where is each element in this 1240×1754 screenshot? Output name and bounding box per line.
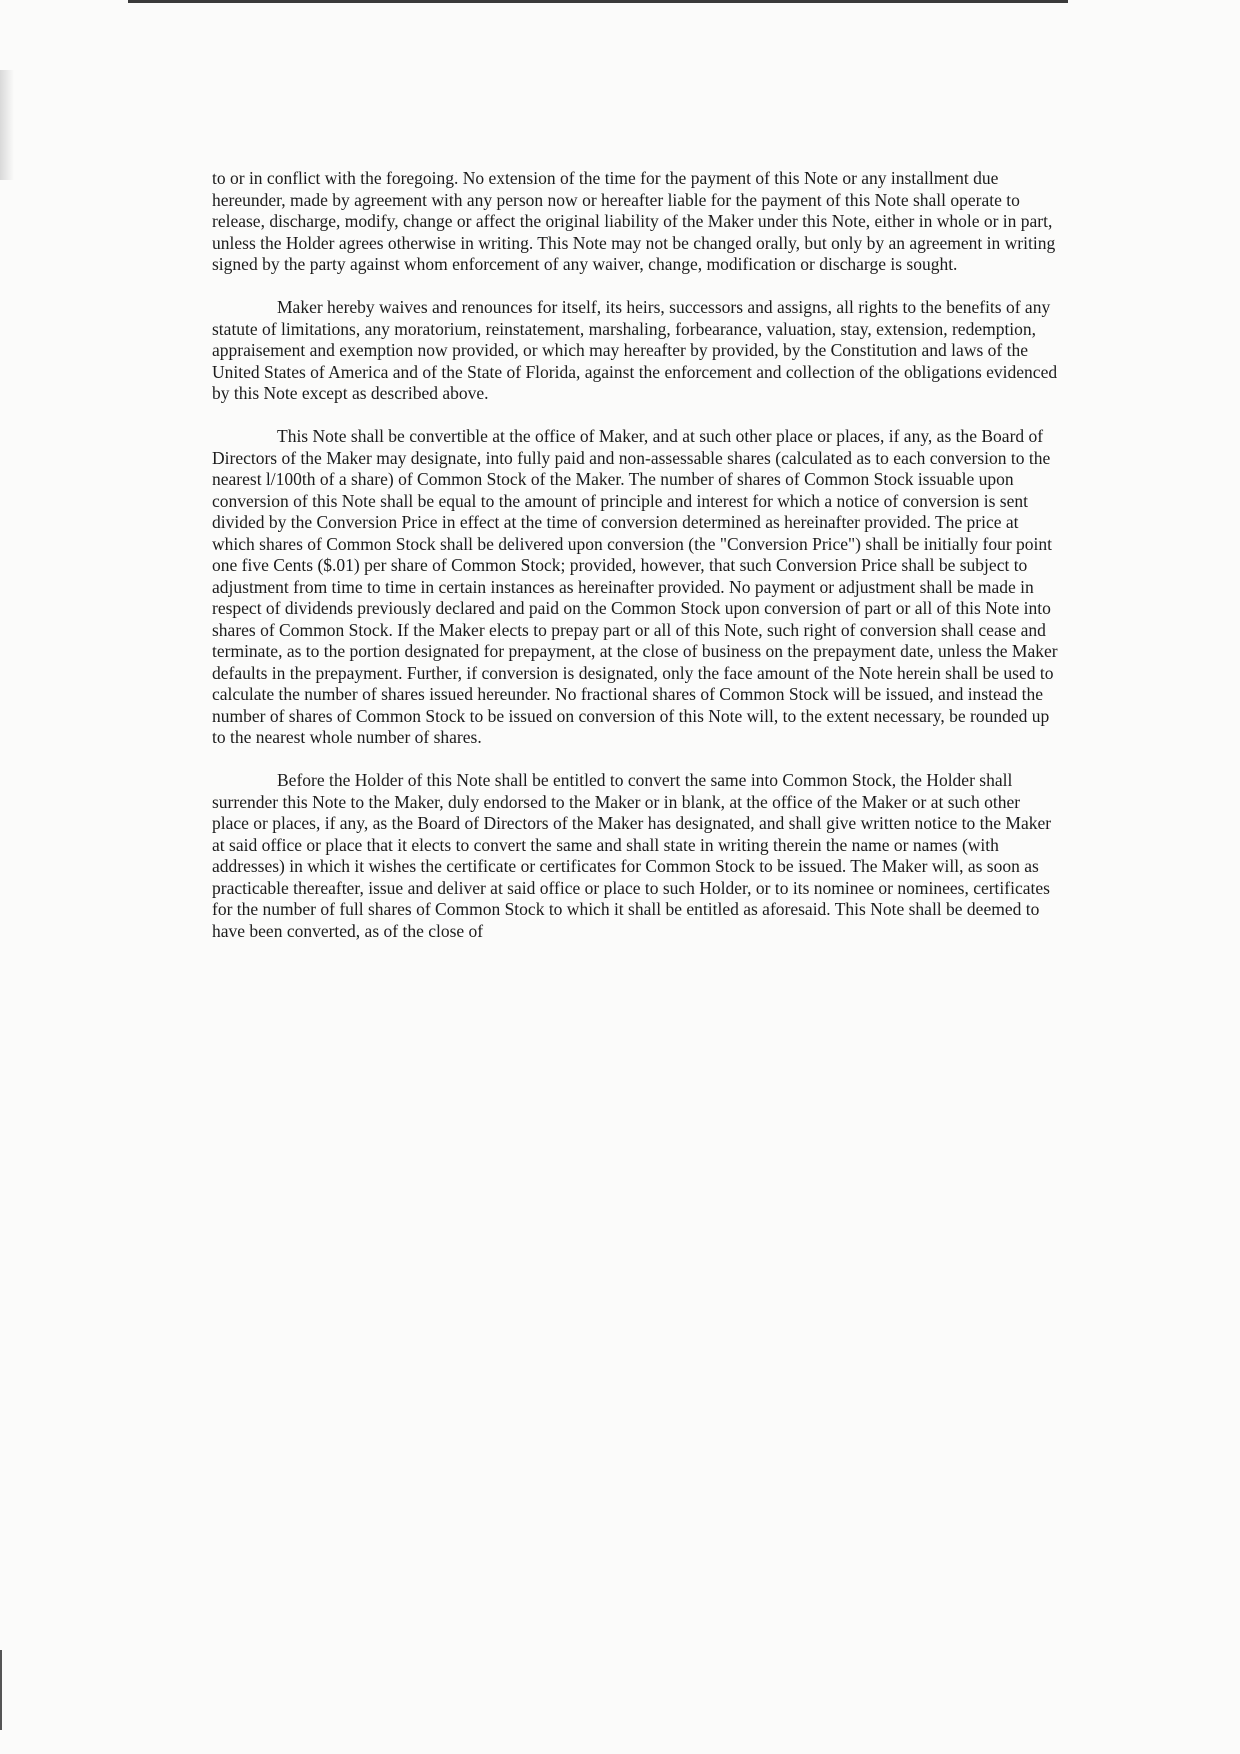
document-body	[212, 168, 1060, 964]
top-scan-edge-line	[128, 0, 1068, 3]
scan-edge-mark	[0, 1650, 2, 1730]
paragraph-conversion-procedure: Before the Holder of this Note shall be entitled to convert the same into Common Stock, the Holder shall surrender this Note to the Maker, duly endorsed to the Maker or in blank, at the office of the Maker or at such other place or places, if any, as the Board of Directors of the Maker has designated, and shall give written notice to the Maker at said office or place that it elects to convert the same and shall state in writing therein the name or names (with addresses) in which it wishes the certificate or certificates for Common Stock to be issued. The Maker will, as soon as practicable thereafter, issue and deliver at said office or place to such Holder, or to its nominee or nominees, certificates for the number of full shares of Common Stock to which it shall be entitled as aforesaid. This Note shall be deemed to have been converted, as of the close of	[212, 770, 1052, 941]
paragraph-waiver: Maker hereby waives and renounces for itself, its heirs, successors and assigns, all rights to the benefits of any statute of limitations, any moratorium, reinstatement, marshaling, forbearance, valuation, stay, extension, redemption, appraisement and exemption now provided, or which may hereafter by provided, by the Constitution and laws of the United States of America and of the State of Florida, against the enforcement and collection of the obligations evidenced by this Note except as described above.	[212, 297, 1058, 403]
scan-edge-shadow	[0, 70, 14, 180]
paragraph-foregoing-continuation: to or in conflict with the foregoing. No extension of the time for the payment of this Note or any installment due hereunder, made by agreement with any person now or hereafter liable for the payment of this Note shall operate to release, discharge, modify, change or affect the original liability of the Maker under this Note, either in whole or in part, unless the Holder agrees otherwise in writing. This Note may not be changed orally, but only by an agreement in writing signed by the party against whom enforcement of any waiver, change, modification or discharge is sought.	[212, 168, 1056, 274]
paragraph-conversion-terms: This Note shall be convertible at the office of Maker, and at such other place or places, if any, as the Board of Directors of the Maker may designate, into fully paid and non-assessable shares (calculated as to each conversion to the nearest l/100th of a share) of Common Stock of the Maker. The number of shares of Common Stock issuable upon conversion of this Note shall be equal to the amount of principle and interest for which a notice of conversion is sent divided by the Conversion Price in effect at the time of conversion determined as hereinafter provided. The price at which shares of Common Stock shall be delivered upon conversion (the "Conversion Price") shall be initially four point one five Cents ($.01) per share of Common Stock; provided, however, that such Conversion Price shall be subject to adjustment from time to time in certain instances as hereinafter provided. No payment or adjustment shall be made in respect of dividends previously declared and paid on the Common Stock upon conversion of part or all of this Note into shares of Common Stock. If the Maker elects to prepay part or all of this Note, such right of conversion shall cease and terminate, as to the portion designated for prepayment, at the close of business on the prepayment date, unless the Maker defaults in the prepayment. Further, if conversion is designated, only the face amount of the Note herein shall be used to calculate the number of shares issued hereunder. No fractional shares of Common Stock will be issued, and instead the number of shares of Common Stock to be issued on conversion of this Note will, to the extent necessary, be rounded up to the nearest whole number of shares.	[212, 426, 1058, 747]
